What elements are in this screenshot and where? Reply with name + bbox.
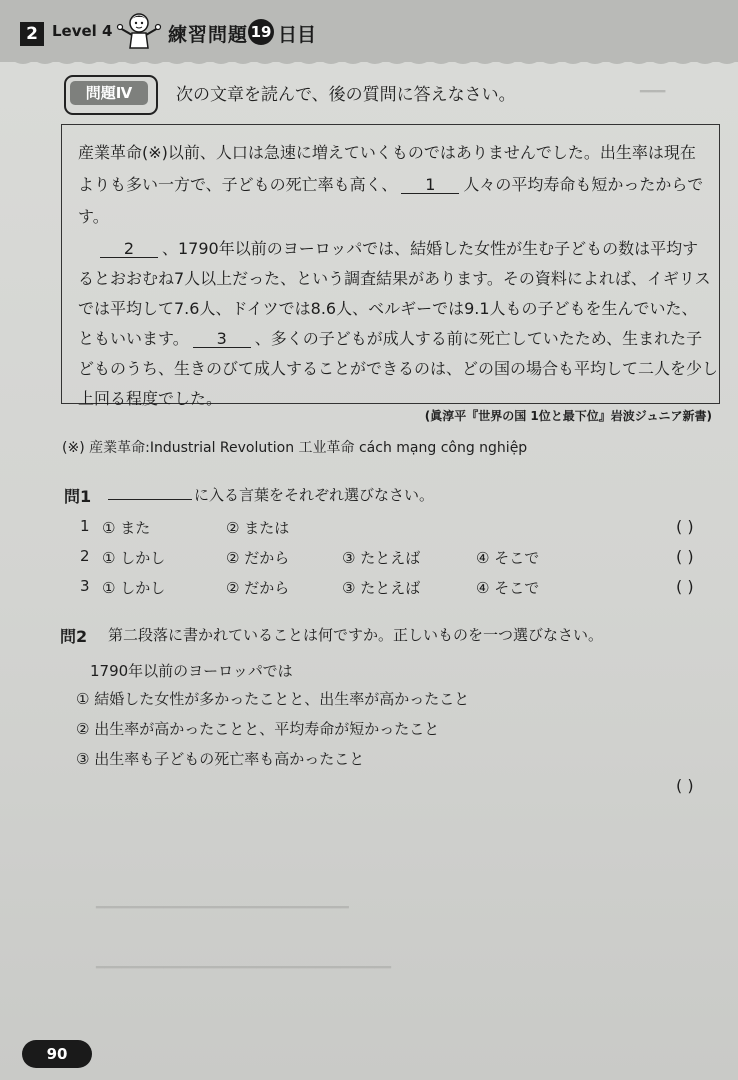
- answer-parentheses[interactable]: ( ): [676, 577, 694, 596]
- choice-option[interactable]: ② だから: [226, 549, 290, 567]
- answer-blank-line: [108, 499, 192, 500]
- passage-text: 、1790年以前のヨーロッパでは、結婚した女性が生む子どもの数は平均す: [162, 239, 699, 258]
- choice-option[interactable]: ② または: [226, 519, 290, 537]
- mascot-icon: [116, 10, 162, 52]
- question-2-label: 問2: [60, 627, 88, 646]
- choice-option[interactable]: ② だから: [226, 579, 290, 597]
- choice-option[interactable]: ② 出生率が高かったことと、平均寿命が短かったこと: [76, 720, 440, 738]
- passage-line: では平均して7.6人、ドイツでは8.6人、ベルギーでは9.1人もの子どもを生んでいた、: [78, 299, 698, 318]
- passage-text: 、多くの子どもが成人する前に死亡していたため、生まれた子: [254, 329, 703, 348]
- level-label: Level 4: [52, 22, 113, 40]
- choice-option[interactable]: ③ 出生率も子どもの死亡率も高かったこと: [76, 750, 365, 768]
- row-number: 2: [80, 547, 90, 565]
- question-1-stem: [108, 484, 434, 505]
- passage-line: す。: [78, 207, 109, 226]
- mondai-badge: [64, 75, 158, 115]
- mondai-label: 問題Ⅳ: [70, 81, 148, 105]
- choice-option[interactable]: ① しかし: [102, 579, 166, 597]
- row-number: 1: [80, 517, 90, 535]
- bleed-through-text: ━━━━━━━━━━━━━━━━━━━━━━━━━━━━━━: [96, 900, 349, 916]
- question-2-stem: 第二段落に書かれていることは何ですか。正しいものを一つ選びなさい。: [108, 626, 604, 644]
- blank-3: 3: [193, 331, 251, 348]
- day-number-badge: 19: [248, 19, 274, 45]
- passage-line: [78, 326, 702, 349]
- header-wave-edge: [0, 54, 738, 72]
- instruction-text: 次の文章を読んで、後の質問に答えなさい。: [176, 85, 516, 105]
- blank-2: 2: [100, 241, 158, 258]
- blank-1: 1: [401, 177, 459, 194]
- passage-line: どものうち、生きのびて成人することができるのは、どの国の場合も平均して二人を少し: [78, 359, 719, 378]
- row-number: 3: [80, 577, 90, 595]
- choice-option[interactable]: ① また: [102, 519, 151, 537]
- question-1-label: 問1: [64, 487, 92, 506]
- choice-option[interactable]: ③ たとえば: [342, 579, 421, 597]
- choice-option[interactable]: ④ そこで: [476, 549, 540, 567]
- choice-option[interactable]: ④ そこで: [476, 579, 540, 597]
- header-title: 練習問題: [168, 24, 249, 46]
- passage-text: よりも多い一方で、子どもの死亡率も高く、: [78, 175, 398, 194]
- bleed-through-text: ━━━: [640, 84, 666, 100]
- passage-text: ともいいます。: [78, 329, 189, 348]
- answer-parentheses[interactable]: ( ): [676, 547, 694, 566]
- day-label: 日目: [278, 24, 317, 46]
- choice-option[interactable]: ③ たとえば: [342, 549, 421, 567]
- passage-text: 人々の平均寿命も短かったからで: [463, 175, 704, 194]
- question-2-intro: 1790年以前のヨーロッパでは: [90, 662, 293, 680]
- choice-option[interactable]: ① 結婚した女性が多かったことと、出生率が高かったこと: [76, 690, 470, 708]
- passage-line: るとおおむね7人以上だった、という調査結果があります。その資料によれば、イギリス: [78, 269, 711, 288]
- passage-line: 産業革命(※)以前、人口は急速に増えていくものではありませんでした。出生率は現在: [78, 143, 696, 162]
- answer-parentheses[interactable]: ( ): [676, 517, 694, 536]
- bleed-through-text: ━━━━━━━━━━━━━━━━━━━━━━━━━━━━━━━━━━━: [96, 960, 392, 976]
- source-citation: (眞淳平『世界の国 1位と最下位』岩波ジュニア新書): [424, 409, 712, 423]
- passage-line: [96, 236, 698, 259]
- question-1-text: に入る言葉をそれぞれ選びなさい。: [194, 486, 435, 504]
- passage-line: 上回る程度でした。: [78, 389, 223, 408]
- choice-option[interactable]: ① しかし: [102, 549, 166, 567]
- passage-line: [78, 172, 703, 195]
- footnote: (※) 産業革命:Industrial Revolution 工业革命 cách mạng công nghiệp: [62, 440, 528, 456]
- answer-parentheses[interactable]: ( ): [676, 776, 694, 795]
- page-number: 90: [22, 1040, 92, 1068]
- level-number-badge: 2: [20, 22, 44, 46]
